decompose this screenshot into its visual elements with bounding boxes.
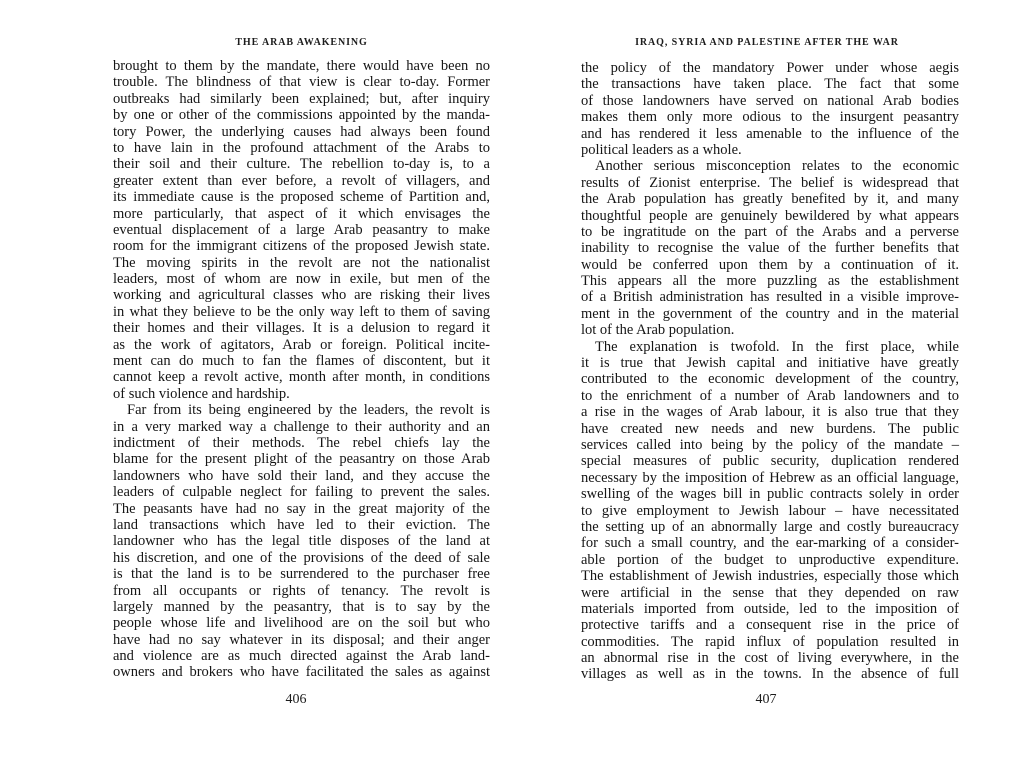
text-line: The peasants have had no say in the great majority of the <box>113 500 490 517</box>
page-number: 406 <box>285 692 307 707</box>
text-line: their homes and their villages. It is a delusion to regard it <box>113 320 490 337</box>
text-line: the Arab population has greatly benefited by it, and many <box>581 191 959 208</box>
text-line: services called into being by the policy of the mandate – <box>581 436 959 453</box>
text-line: lot of the Arab population. <box>581 322 735 339</box>
text-line: their soil and their culture. The rebellion to-day is, to a <box>113 156 490 173</box>
text-line: ment in the government of the country and in the material <box>581 305 959 322</box>
text-line: as the work of agitators, Arab or foreign. Political incite- <box>113 336 490 353</box>
text-line: an abnormal rise in the cost of living everywhere, in the <box>581 650 959 667</box>
text-line: outbreaks had similarly been explained; but, after inquiry <box>113 90 490 107</box>
text-line: to the enrichment of a number of Arab landowners and to <box>581 387 959 404</box>
text-line: his discretion, and one of the provisions of the deed of sale <box>113 549 490 566</box>
text-line: land transactions which have led to their eviction. The <box>113 516 490 533</box>
running-head: THE ARAB AWAKENING <box>235 37 368 48</box>
text-line: room for the immigrant citizens of the proposed Jewish state. <box>113 238 490 255</box>
text-line: in a very marked way a challenge to their authority and an <box>113 418 490 435</box>
text-line: its immediate cause is the proposed scheme of Partition and, <box>113 189 490 206</box>
text-line: more particularly, that aspect of it which envisages the <box>113 205 490 222</box>
text-line: the transactions have taken place. The fact that some <box>581 76 959 93</box>
text-line: the setting up of an abnormally large and costly bureaucracy <box>581 518 959 535</box>
text-line: have created new needs and new burdens. The public <box>581 420 959 437</box>
page-number: 407 <box>755 692 777 707</box>
text-line: people whose life and livelihood are on the soil but who <box>113 615 490 632</box>
page-body <box>113 58 490 681</box>
text-line: The explanation is twofold. In the first place, while <box>595 338 959 355</box>
text-line: landowners who have sold their land, and they accuse the <box>113 467 490 484</box>
text-line: The establishment of Jewish industries, especially those which <box>581 568 959 585</box>
text-line: The moving spirits in the revolt are not the nationalist <box>113 254 490 271</box>
text-line: to give employment to Jewish labour – have necessitated <box>581 502 959 519</box>
text-line: inability to recognise the value of the further benefits that <box>581 240 959 257</box>
text-line: contributed to the economic development of the country, <box>581 371 959 388</box>
text-line: trouble. The blindness of that view is clear to-day. Former <box>113 74 490 91</box>
text-line: indictment of their methods. The rebel chiefs lay the <box>113 434 490 451</box>
text-line: results of Zionist enterprise. The belief is widespread that <box>581 174 959 191</box>
text-line: the policy of the mandatory Power under whose aegis <box>581 60 959 76</box>
text-line: greater extent than ever before, a revolt of villagers, and <box>113 172 490 189</box>
text-line: villages as well as in the towns. In the absence of full <box>581 666 959 683</box>
text-line: is that the land is to be surrendered to the purchaser free <box>113 566 490 583</box>
text-line: Far from its being engineered by the leaders, the revolt is <box>127 402 490 419</box>
text-line: and has rendered it less amenable to the influence of the <box>581 125 959 142</box>
text-line: commodities. The rapid influx of population resulted in <box>581 633 959 650</box>
text-line: by one or other of the commissions appointed by the manda- <box>113 107 490 124</box>
text-line: it is true that Jewish capital and initiative have greatly <box>581 355 959 372</box>
running-head: IRAQ, SYRIA AND PALESTINE AFTER THE WAR <box>635 37 899 48</box>
text-line: brought to them by the mandate, there would have been no <box>113 58 490 74</box>
text-line: makes them only more odious to the insurgent peasantry <box>581 109 959 126</box>
text-line: able portion of the budget to unproductive expenditure. <box>581 551 959 568</box>
text-line: of such violence and hardship. <box>113 385 290 402</box>
text-line: in what they believe to be the only way left to them of saving <box>113 303 490 320</box>
text-line: working and agricultural classes who are risking their lives <box>113 287 490 304</box>
text-line: Another serious misconception relates to the economic <box>595 158 959 175</box>
text-line: cannot keep a revolt active, month after month, in conditions <box>113 369 490 386</box>
text-line: blame for the present plight of the peasantry on those Arab <box>113 451 490 468</box>
text-line: protective tariffs and a consequent rise in the price of <box>581 617 959 634</box>
text-line: landowner who has the legal title disposes of the land at <box>113 533 490 550</box>
text-line: ment can do much to fan the flames of discontent, but it <box>113 353 490 370</box>
text-line: have had no say whatever in its disposal; and their anger <box>113 631 490 648</box>
text-line: would be conferred upon them by a continuation of it. <box>581 256 959 273</box>
text-line: swelling of the wages bill in public contracts solely in order <box>581 486 959 503</box>
text-line: eventual displacement of a large Arab peasantry to make <box>113 221 490 238</box>
text-line: leaders, most of whom are now in exile, but men of the <box>113 271 490 288</box>
text-line: of those landowners have served on national Arab bodies <box>581 92 959 109</box>
text-line: owners and brokers who have facilitated the sales as against <box>113 664 490 681</box>
text-line: a rise in the wages of Arab labour, it is also true that they <box>581 404 959 421</box>
text-line: to be ingratitude on the part of the Arabs and a perverse <box>581 223 959 240</box>
text-line: of a British administration has resulted in a visible improve- <box>581 289 959 306</box>
text-line: leaders of culpable neglect for failing to prevent the sales. <box>113 484 490 501</box>
text-line: tory Power, the underlying causes had always been found <box>113 123 490 140</box>
text-line: necessary by the imposition of Hebrew as an official language, <box>581 469 959 486</box>
text-line: largely manned by the peasantry, that is to say by the <box>113 598 490 615</box>
text-line: for such a small country, and the ear-marking of a consider- <box>581 535 959 552</box>
text-line: political leaders as a whole. <box>581 141 742 158</box>
text-line: special measures of public security, duplication rendered <box>581 453 959 470</box>
text-line: thoughtful people are genuinely bewildered by what appears <box>581 207 959 224</box>
text-line: to have lain in the profound attachment of the Arabs to <box>113 139 490 156</box>
text-line: from all occupants or rights of tenancy. The revolt is <box>113 582 490 599</box>
text-line: were artificial in the sense that they depended on raw <box>581 584 959 601</box>
text-line: materials imported from outside, led to the imposition of <box>581 600 959 617</box>
text-line: This appears all the more puzzling as the establishment <box>581 273 959 290</box>
page-body <box>581 60 959 683</box>
text-line: and violence are as much directed against the Arab land- <box>113 648 490 665</box>
